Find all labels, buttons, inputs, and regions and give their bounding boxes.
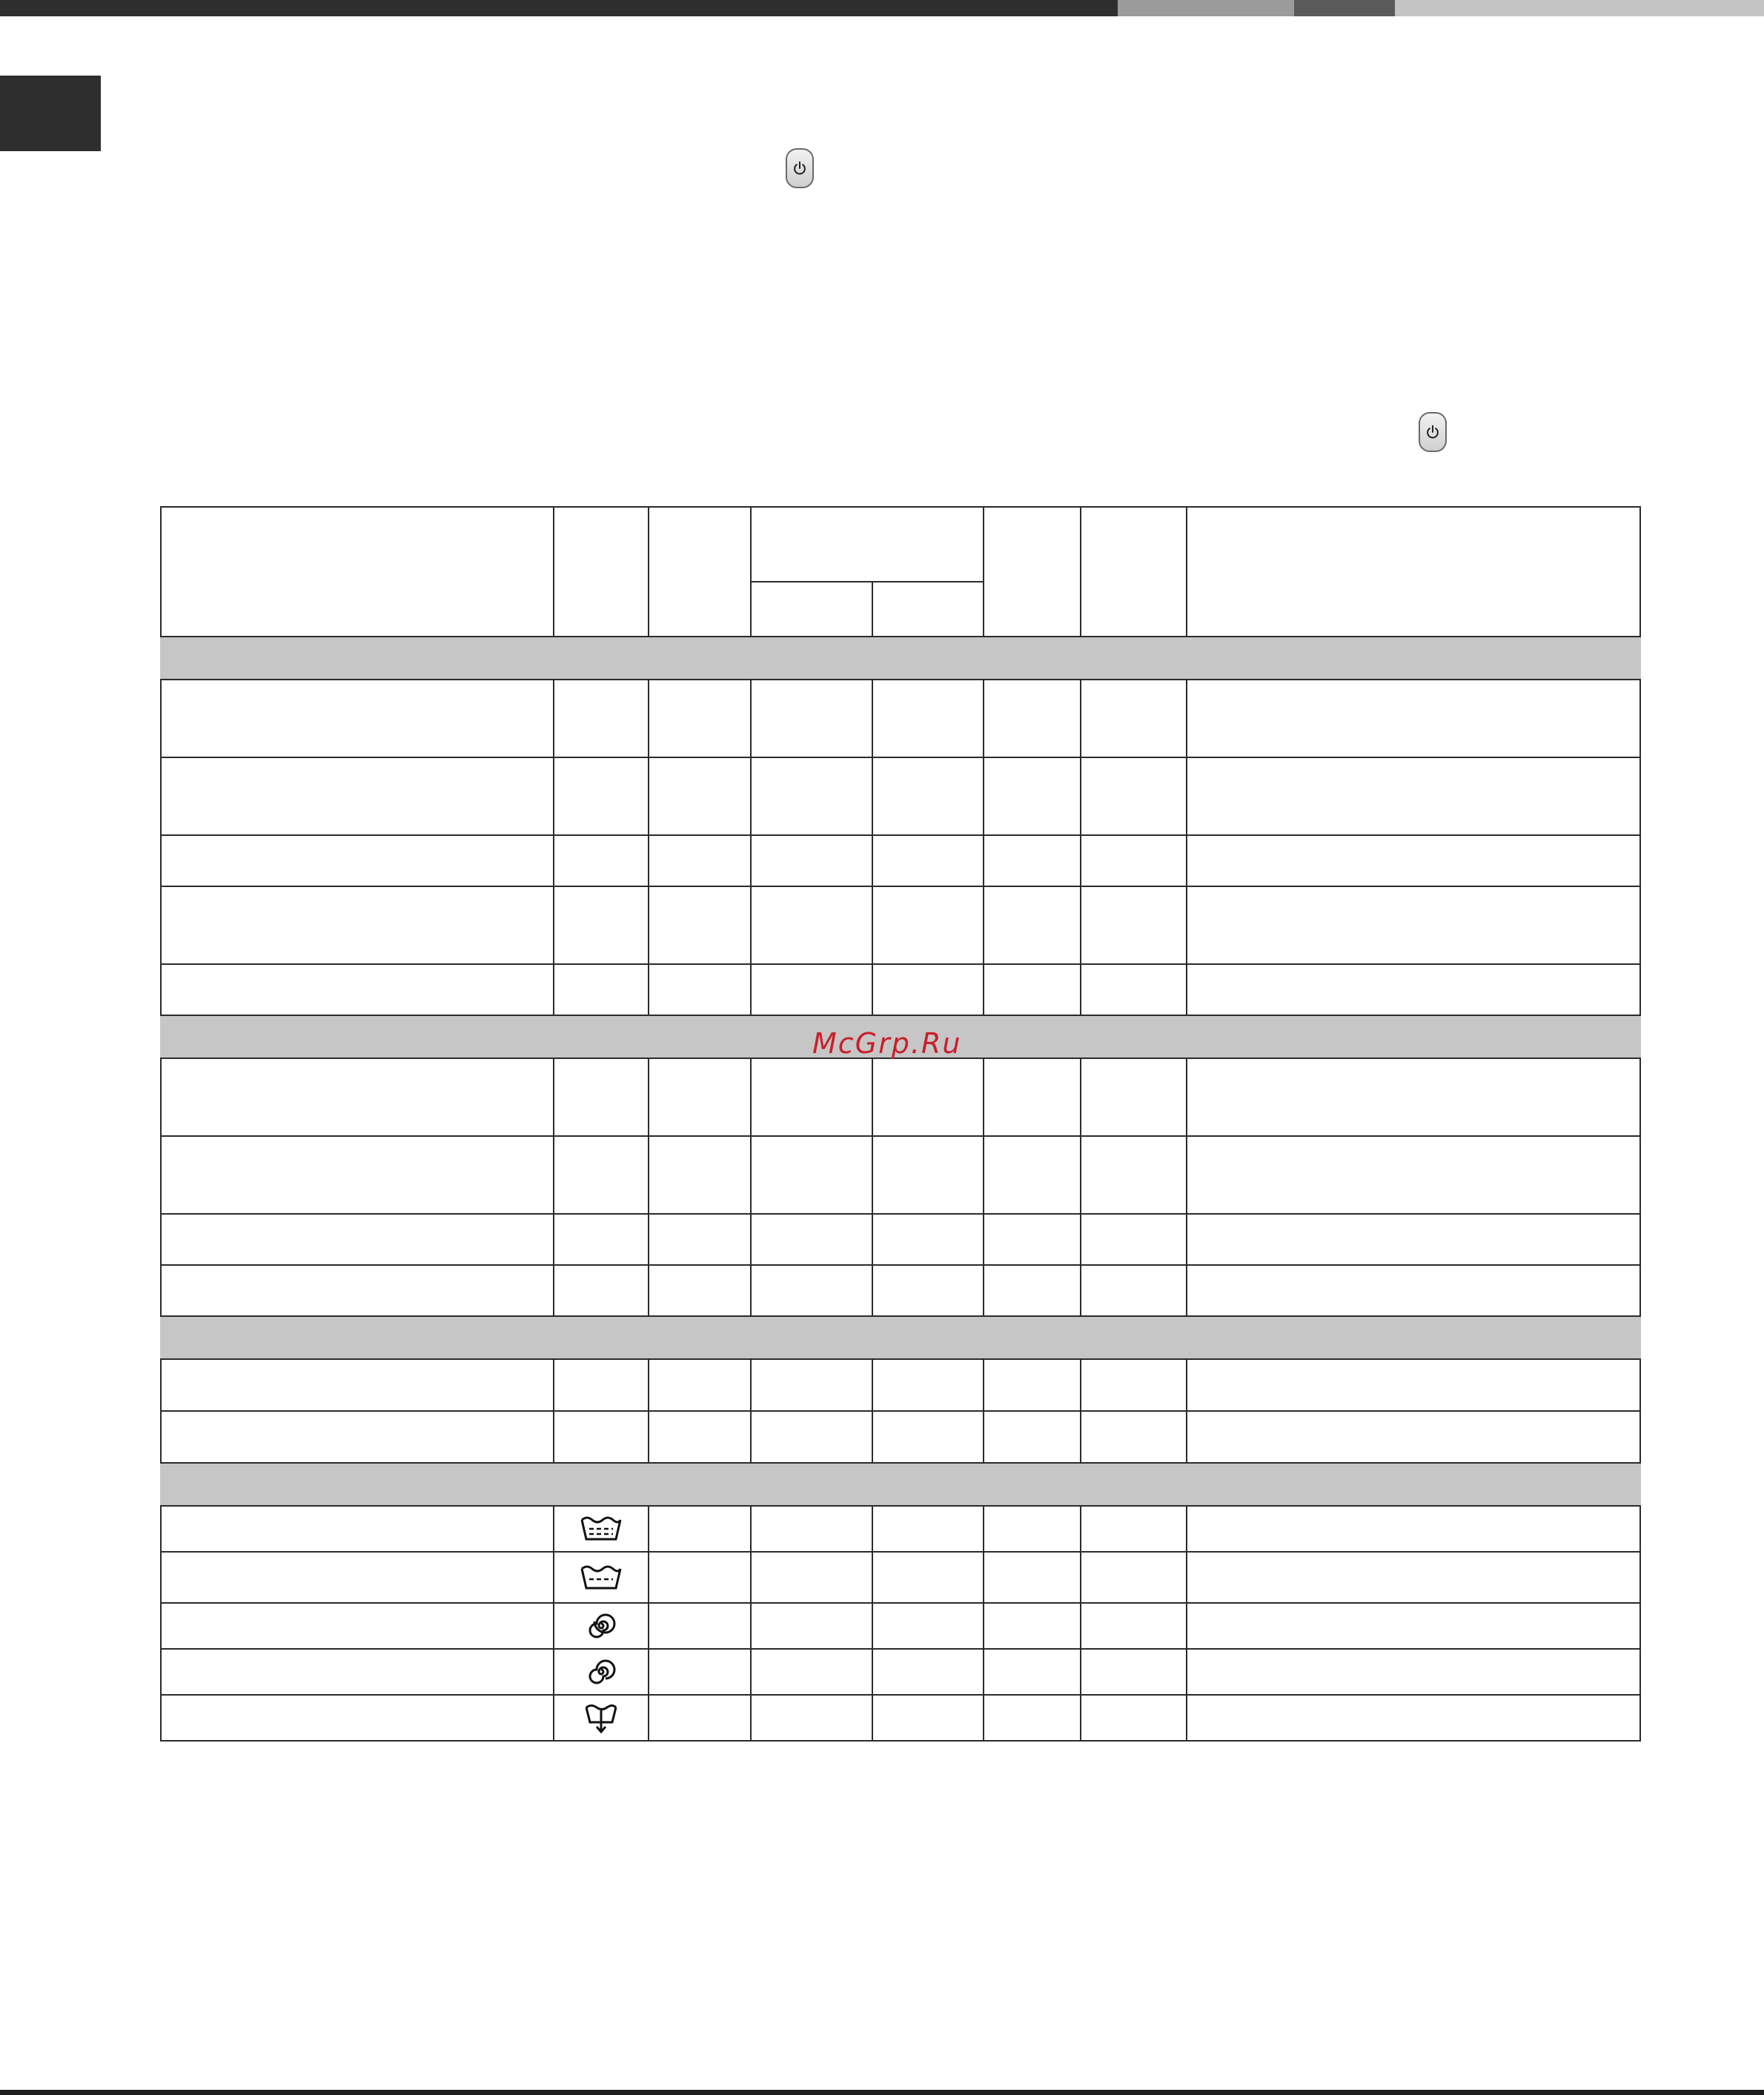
table-row: [161, 1506, 1640, 1552]
header-max-load: [984, 507, 1081, 637]
drain-icon-cell: [554, 1695, 649, 1741]
header-duration: [1081, 507, 1187, 637]
top-bar-light: [1395, 0, 1764, 16]
table-row: [161, 1603, 1640, 1649]
top-bar-dark2: [1294, 0, 1395, 16]
section-row: [161, 637, 1640, 680]
table-row: [161, 886, 1640, 964]
header-description: [1187, 507, 1640, 637]
section-row: [161, 1316, 1640, 1359]
section-heading: [161, 1316, 1640, 1359]
spin-delicate-icon-cell: [554, 1649, 649, 1695]
table-row: [161, 1552, 1640, 1603]
bottom-bar: [0, 2090, 1764, 2095]
power-button-icon: [786, 148, 814, 188]
table-row: [161, 1649, 1640, 1695]
section-heading: [161, 637, 1640, 680]
section-row: [161, 1463, 1640, 1506]
section-heading: [161, 1463, 1640, 1506]
rinse-icon-cell: [554, 1506, 649, 1552]
table-row: [161, 1359, 1640, 1411]
rinse-icon: [579, 1514, 623, 1544]
header-temperature: [649, 507, 751, 637]
table-row: [161, 964, 1640, 1015]
spin-icon: [584, 1609, 618, 1643]
table-row: [161, 1265, 1640, 1316]
table-row: [161, 1136, 1640, 1214]
header-symbol: [554, 507, 649, 637]
table-row: [161, 680, 1640, 757]
header-detergent: [751, 507, 984, 582]
table-row: [161, 1411, 1640, 1463]
corner-tab: [0, 76, 101, 151]
header-row: [161, 507, 1640, 582]
spin-delicate-icon: [584, 1655, 618, 1689]
drain-icon: [583, 1701, 620, 1734]
table-row: [161, 757, 1640, 835]
top-bar-mid: [1118, 0, 1294, 16]
spin-icon-cell: [554, 1603, 649, 1649]
rinse-delicate-icon: [579, 1563, 623, 1593]
power-icon: [792, 160, 808, 176]
table-row: [161, 1058, 1640, 1136]
power-icon: [1425, 424, 1441, 440]
header-detergent-wash: [751, 582, 872, 637]
watermark: McGrp.Ru: [812, 1027, 962, 1060]
power-button-icon-2: [1419, 412, 1447, 452]
table-row: [161, 1214, 1640, 1265]
table-row: [161, 835, 1640, 886]
header-detergent-softener: [872, 582, 984, 637]
programme-table: [160, 506, 1641, 1742]
table-row: [161, 1695, 1640, 1741]
rinse-delicate-icon-cell: [554, 1552, 649, 1603]
header-programme: [161, 507, 554, 637]
top-bar-dark: [0, 0, 1118, 16]
